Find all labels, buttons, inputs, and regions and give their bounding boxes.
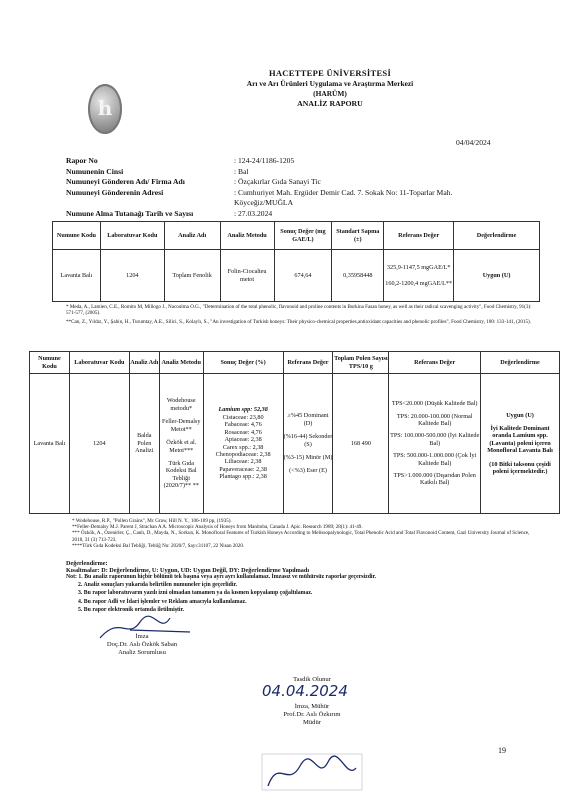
evaluation-block [66,560,536,574]
table-header: Laboratuvar Kodu [100,222,164,250]
report-date: 04/04/2024 [456,138,491,147]
info-label: Numunenin Cinsi [66,166,124,176]
table-header: Referans Değer [384,222,454,250]
table-header: Referans Değer [389,352,481,374]
report-title: ANALİZ RAPORU [297,99,363,108]
table-header: Laboratuvar Kodu [69,352,129,374]
table-header: Analiz Adı [164,222,220,250]
pollen-line: Apiaceae: 2,38 [224,436,262,444]
note-line: 4. Bu rapor Adli ve İdari işlemler ve Reklam amacıyla kullanılamaz. [78,598,247,605]
pollen-line: Plantago spp.: 2,38 [219,473,267,481]
pollen-line: Rosaceae: 4,76 [224,428,262,436]
cell-sonuc: 674,64 [274,250,332,302]
table-header: Değerlendirme [454,222,540,250]
page-number: 19 [498,746,506,755]
evaluation-title: Değerlendirme: [66,560,108,567]
footnote: ****Türk Gıda Kodeksi Bal Tebliği, Tebliğ No: 2020/7, Sayı:31107, 22 Nisan 2020. [72,542,245,549]
method-line: Türk Gıda Kodeksi Bal Tebliği (2020/7)** ** [163,459,199,490]
eval-line: İyi Kalitede Dominant oranda Lamium spp. (Lavanta) poleni içeren Monofloral Lavanta Balı [487,424,553,455]
table-header: Numune Kodu [30,352,70,374]
info-value: : 124-24/1186-1205 [234,156,295,165]
sig-line: Doç.Dr. Aslı Özkök Saban [106,641,178,649]
tasdik-text: Tasdik Olunur [293,676,331,683]
note-line: Not: 1. Bu analiz raporunun hiçbir bölümü tek başına veya ayrı ayrı kullanılamaz. İmzasız ve mühürsüz raporlar geçersizdir. [66,574,377,580]
director-stamp-signature [258,752,366,794]
pollen-footnotes [72,518,542,549]
note-line: 3. Bu rapor laboratuvarın yazılı izni olmadan tamamen ya da kısmen kopyalanıp çoğaltılamaz. [78,590,313,597]
pollen-table [29,351,560,514]
info-value: : Cumhuriyet Mah. Ergüder Demir Cad. 7. Sokak No: 11-Toparlar Mah. Köyceğiz/MUĞLA [234,187,453,207]
table-header: Değerlendirme [481,352,560,374]
ref-line: 160,2-1200,4 mgGAE/L** [385,279,453,287]
note-line: 2. Analiz sonuçları yukarıda belirtilen numuneler için geçerlidir. [78,582,237,589]
tps-line: TPS>1.000.000 (Dışarıdan Polen Katkılı Bal) [393,472,476,487]
tps-line: TPS: 20.000-100.000 (Normal Kalitede Bal) [396,412,473,427]
table-header: Numune Kodu [53,222,101,250]
cell-degerlendirme [481,374,560,514]
pollen-line: Fabaceae: 4,76 [224,421,262,429]
cell-metod: Folin-Ciocalteu metot [220,250,274,302]
info-value: : Bal [234,166,249,176]
report-info [66,156,504,219]
center-abbr: (HARÜM) [313,89,347,98]
ref-line: (%3-15) Minör (M) [283,453,333,461]
tps-line: TPS: 500.000-1.000.000 (Çok İyi Kalitede Bal) [393,452,477,467]
ref-line: 325,9-1147,5 mgGAE/L* [386,264,451,272]
table-header: Sonuç Değer (%) [203,352,283,374]
phenolic-table [52,221,540,302]
cell-degerlendirme: Uygun (U) [454,250,540,302]
report-notes [66,573,536,614]
director-signature-block [252,703,372,728]
cell-ref2 [389,374,481,514]
university-name: HACETTEPE ÜNİVERSİTESİ [268,68,392,78]
pollen-line: Papaveraceae: 2,38 [219,465,267,473]
reference-note: * Meda, A., Lamien, C.E., Romito M, Millogo J., Nacoulma O.G., "Determination of the total phenolic, flavonoid and proline contents in Burkina Fasan honey, as well as their radical scavenging activity", Food Chemistry, 91(3): 571-577, (2005). [66,304,532,317]
sig-line: Müdür [303,719,321,727]
info-value: : 27.03.2024 [234,208,273,218]
pollen-line: Chenopodiaceae: 2,38 [215,450,271,458]
cell-numune: Lavanta Balı [30,374,70,514]
ref-line: (<%3) Eser (E) [289,467,327,475]
ref-line: ≥%45 Dominant (D) [287,412,329,427]
dominant-pollen: Lamium spp: 52,38 [218,406,268,414]
method-line: Özkök et al. Metot*** [166,439,197,454]
center-name: Arı ve Arı Ürünleri Uygulama ve Araştırma Merkezi [246,79,414,88]
cell-ref [283,374,333,514]
table-header: Toplam Polen Sayısı TPS/10 g [333,352,389,374]
footnote: *** Özkök, A., Özenirler, Ç., Canlı, D., Mayda, N., Sorkun, K. Monofloral Features of Turkish Honeys According to Melissopalynologic, Total Phenolic Acid and Total Flavonoid Content, Gazi University Journal of Science, 2018, 31 (3) 713-723. [72,530,530,543]
sig-line: Prof.Dr. Aslı Özkırım [283,711,341,719]
info-label: Rapor No [66,156,98,165]
footnote: * Wodehouse, R.P., "Pollen Grains", Mc Graw, Hill N. Y., 106-109 pp, (1935). [72,518,232,524]
pollen-line: Cistaceae: 23,80 [222,413,264,421]
footnote: **Feller-Demalsy M.J. Parent J, Strachan A A. Microscopic Analysis of Honeys from Manitoba, Canada J. Apic. Research 1989; 28(1): 41-49. [72,524,363,531]
cell-tps: 168 490 [333,374,389,514]
cell-metod [159,374,203,514]
table-header: Analiz Metodu [220,222,274,250]
sig-line: Analiz Sorumlusu [118,649,166,657]
sig-line: İmza [135,633,149,640]
logo-letter: h [97,96,113,120]
cell-sapma: 0,35958448 [332,250,384,302]
table-header: Analiz Adı [129,352,159,374]
hacettepe-logo [88,84,122,134]
method-line: Feller-Demalsy Metot** [162,418,201,433]
cell-ref [384,250,454,302]
sig-line: İmza, Mühür [294,703,330,710]
cell-lab: 1204 [69,374,129,514]
table-header: Sonuç Değer (mg GAE/L) [274,222,332,250]
tps-line: TPS<20.000 (Düşük Kalitede Bal) [391,400,478,408]
cell-sonuc [203,374,283,514]
cell-analiz: Balda Polen Analizi [129,374,159,514]
pollen-line: Carex spp.: 2,38 [222,443,264,451]
eval-line: Uygun (U) [506,411,534,419]
info-label: Numune Alma Tutanağı Tarih ve Sayısı [66,208,194,218]
cell-analiz: Toplam Fenolik [164,250,220,302]
info-value: : Özçakırlar Gıda Sanayi Tic [234,177,321,186]
table-header: Referans Değer [283,352,333,374]
table-header: Standart Sapma (±) [332,222,384,250]
handwritten-date: 04.04.2024 [262,682,348,700]
ref-line: (%16-44) Sekonder (S) [283,433,333,448]
pollen-line: Liliaceae: 2,38 [224,458,262,466]
cell-lab: 1204 [100,250,164,302]
cell-numune: Lavanta Balı [53,250,101,302]
info-label: Numuneyi Gönderenin Adresi [66,187,164,197]
eval-line: (10 Bitki taksonu çeşidi poleni içermektedir.) [489,460,551,476]
reference-note: **Can, Z., Yıldız, Y., Şahin, H., Turumtay, A.E., Silici, S., Kolaylı, S., "An investigation of Turkish honeys: Their physico-chemical properties,antioxidant capacities and phenolic profiles", Food Chemistry, 180: 133-141, (2015). [66,319,531,325]
note-line: 5. Bu rapor elektronik ortamda iletilmiştir. [78,606,185,613]
method-line: Wodehouse metodu* [166,397,196,412]
info-label: Numuneyi Gönderen Adı/ Firma Adı [66,177,185,186]
abbreviations: Kısaltmalar: D: Değerlendirme, U: Uygun, UD: Uygun Değil, DY: Değerlendirme Yapılmadı [66,567,310,574]
analyst-signature-block [82,633,202,658]
tps-line: TPS: 100.000-500.000 (İyi Kalitede Bal) [390,432,480,447]
table-header: Analiz Metodu [159,352,203,374]
